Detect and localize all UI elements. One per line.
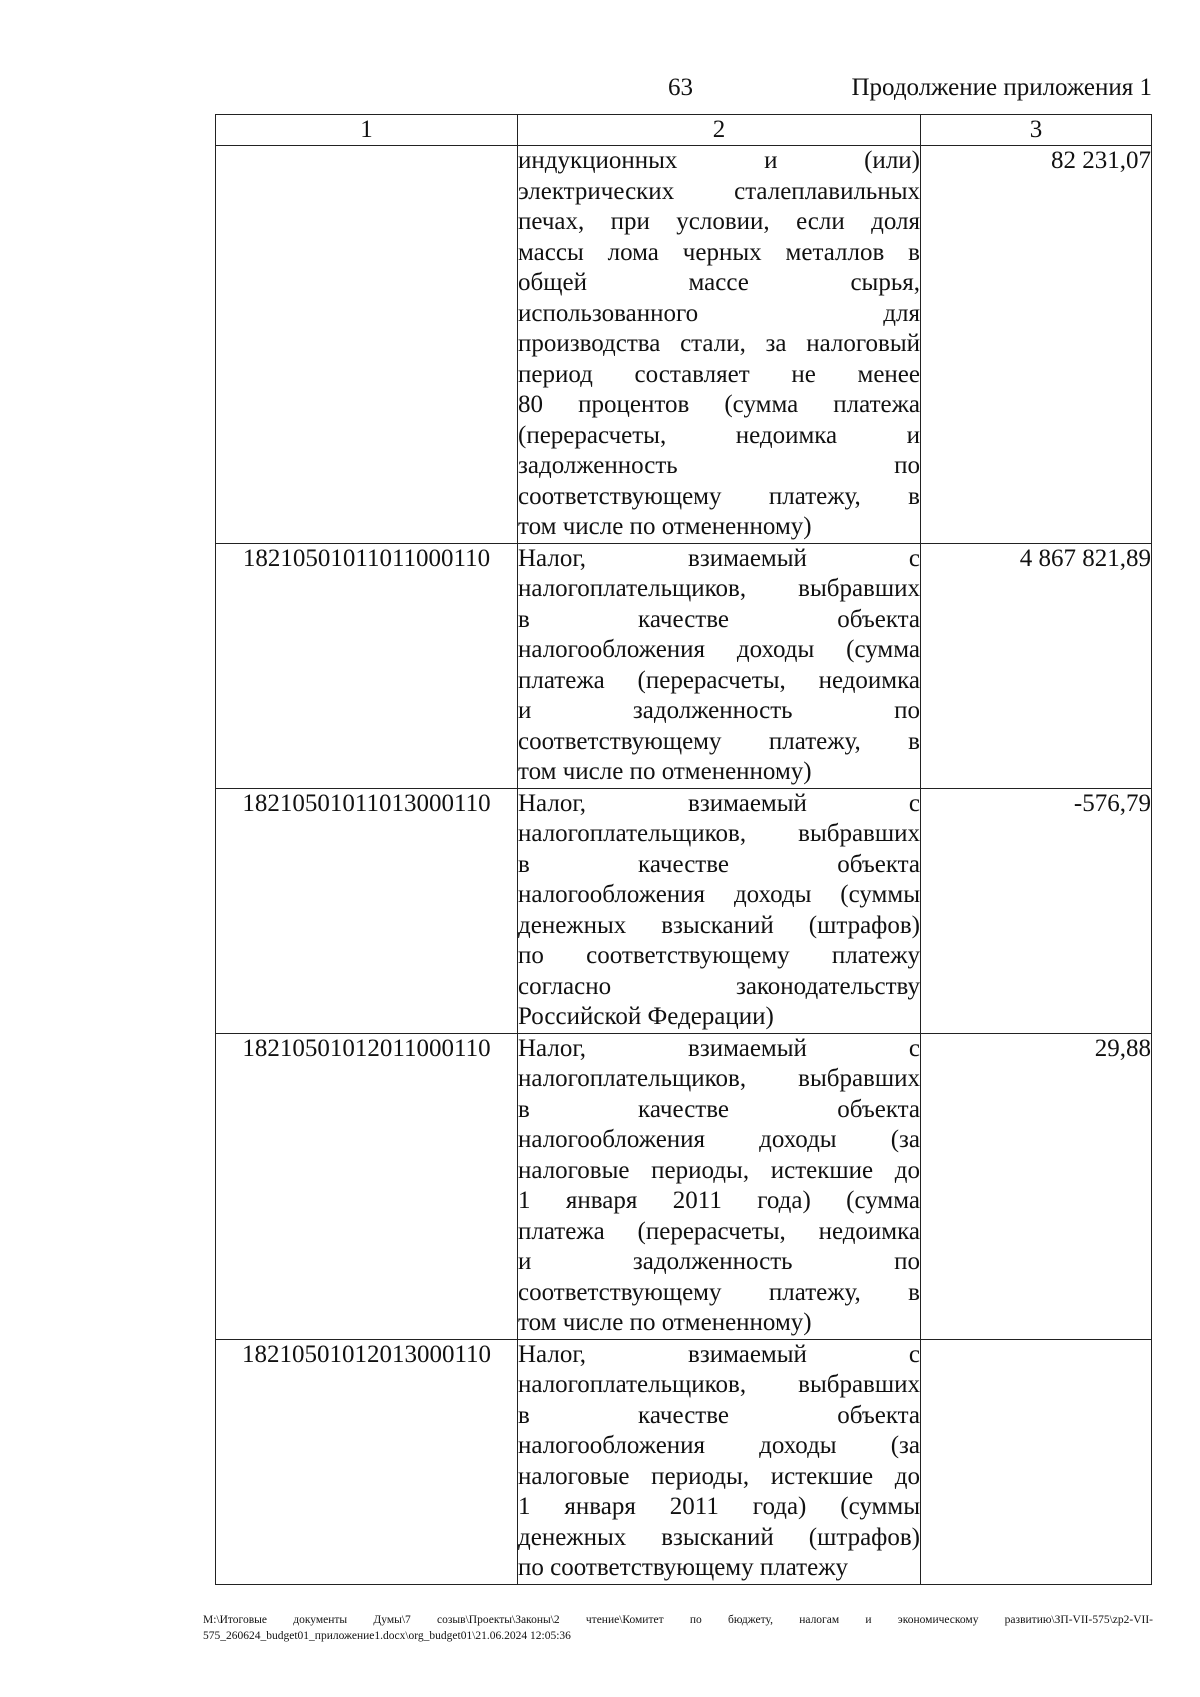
description-line: в качестве объекта (518, 1401, 920, 1429)
description-line: налогообложения доходы (сумма (518, 636, 920, 663)
description-line: Налог, взимаемый с (518, 1340, 920, 1368)
description-line: индукционных и (или) (518, 147, 920, 174)
description-line: налогоплательщиков, выбравших (518, 575, 920, 602)
description-line: налогообложения доходы (суммы (518, 881, 920, 908)
budget-code-cell: 18210501012013000110 (216, 1339, 518, 1584)
description-line: налогоплательщиков, выбравших (518, 820, 920, 847)
description-line: (перерасчеты, недоимка и (518, 421, 920, 449)
description-line: в качестве объекта (518, 1095, 920, 1123)
table-row (216, 146, 1152, 544)
description-line: по соответствующему платежу (518, 1554, 848, 1581)
budget-code-cell: 18210501012011000110 (216, 1033, 518, 1339)
description-line: использованного для (518, 299, 920, 327)
budget-code-cell: 18210501011013000110 (216, 788, 518, 1033)
budget-code-cell (216, 146, 518, 544)
description-line: том числе по отмененному) (518, 758, 812, 785)
description-line: Налог, взимаемый с (518, 1034, 920, 1062)
column-header: 2 (518, 115, 921, 146)
description-line: налогообложения доходы (за (518, 1126, 920, 1153)
description-line: производства стали, за налоговый (518, 330, 920, 357)
description-cell (518, 1033, 921, 1339)
amount-cell (921, 1339, 1152, 1584)
description-line: соответствующему платежу, в (518, 727, 920, 755)
continuation-label: Продолжение приложения 1 (851, 74, 1152, 101)
table-row (216, 1339, 1152, 1584)
description-line: налогообложения доходы (за (518, 1432, 920, 1459)
amount-cell: 4 867 821,89 (921, 543, 1152, 788)
column-header: 1 (216, 115, 518, 146)
description-line: том числе по отмененному) (518, 513, 812, 540)
description-line: Налог, взимаемый с (518, 544, 920, 572)
description-line: соответствующему платежу, в (518, 482, 920, 510)
description-line: общей массе сырья, (518, 269, 920, 296)
description-line: платежа (перерасчеты, недоимка (518, 1217, 920, 1245)
description-line: денежных взысканий (штрафов) (518, 911, 920, 939)
amount-cell: 82 231,07 (921, 146, 1152, 544)
description-line: налогоплательщиков, выбравших (518, 1065, 920, 1092)
description-line: печах, при условии, если доля (518, 208, 920, 235)
description-line: в качестве объекта (518, 850, 920, 878)
description-line: по соответствующему платежу (518, 942, 920, 969)
description-line: 1 января 2011 года) (суммы (518, 1493, 920, 1520)
footer-file-path: M:\Итоговые документы Думы\7 созыв\Проекты\Законы\2 чтение\Комитет по бюджету, налогам и экономическому развитию\ЗП-VII-575\zp2-VII-575_260624_budget01_приложение1.docx\org_budget01\21.06.2024 12:05:36 (203, 1614, 1153, 1642)
description-line: налоговые периоды, истекшие до (518, 1462, 920, 1490)
description-line: 80 процентов (сумма платежа (518, 391, 920, 418)
table-header-row (216, 115, 1152, 146)
description-line: в качестве объекта (518, 605, 920, 633)
table-row (216, 1033, 1152, 1339)
amount-cell: -576,79 (921, 788, 1152, 1033)
description-line: платежа (перерасчеты, недоимка (518, 666, 920, 694)
description-line: налогоплательщиков, выбравших (518, 1371, 920, 1398)
description-cell (518, 1339, 921, 1584)
description-line: массы лома черных металлов в (518, 238, 920, 266)
description-line: и задолженность по (518, 1248, 920, 1275)
description-cell (518, 788, 921, 1033)
description-line: 1 января 2011 года) (сумма (518, 1187, 920, 1214)
description-line: соответствующему платежу, в (518, 1278, 920, 1306)
description-line: период составляет не менее (518, 360, 920, 388)
budget-code-cell: 18210501011011000110 (216, 543, 518, 788)
description-cell (518, 543, 921, 788)
description-line: согласно законодательству (518, 972, 920, 1000)
description-line: Российской Федерации) (518, 1003, 774, 1030)
column-header: 3 (921, 115, 1152, 146)
description-line: том числе по отмененному) (518, 1309, 812, 1336)
table-body (216, 146, 1152, 1585)
description-line: денежных взысканий (штрафов) (518, 1523, 920, 1551)
description-line: Налог, взимаемый с (518, 789, 920, 817)
amount-cell: 29,88 (921, 1033, 1152, 1339)
description-line: и задолженность по (518, 697, 920, 724)
description-line: электрических сталеплавильных (518, 177, 920, 205)
page-number: 63 (668, 74, 693, 101)
description-line: налоговые периоды, истекшие до (518, 1156, 920, 1184)
table-row (216, 788, 1152, 1033)
description-line: задолженность по (518, 452, 920, 479)
description-cell (518, 146, 921, 544)
table-row (216, 543, 1152, 788)
budget-table (215, 114, 1152, 1585)
